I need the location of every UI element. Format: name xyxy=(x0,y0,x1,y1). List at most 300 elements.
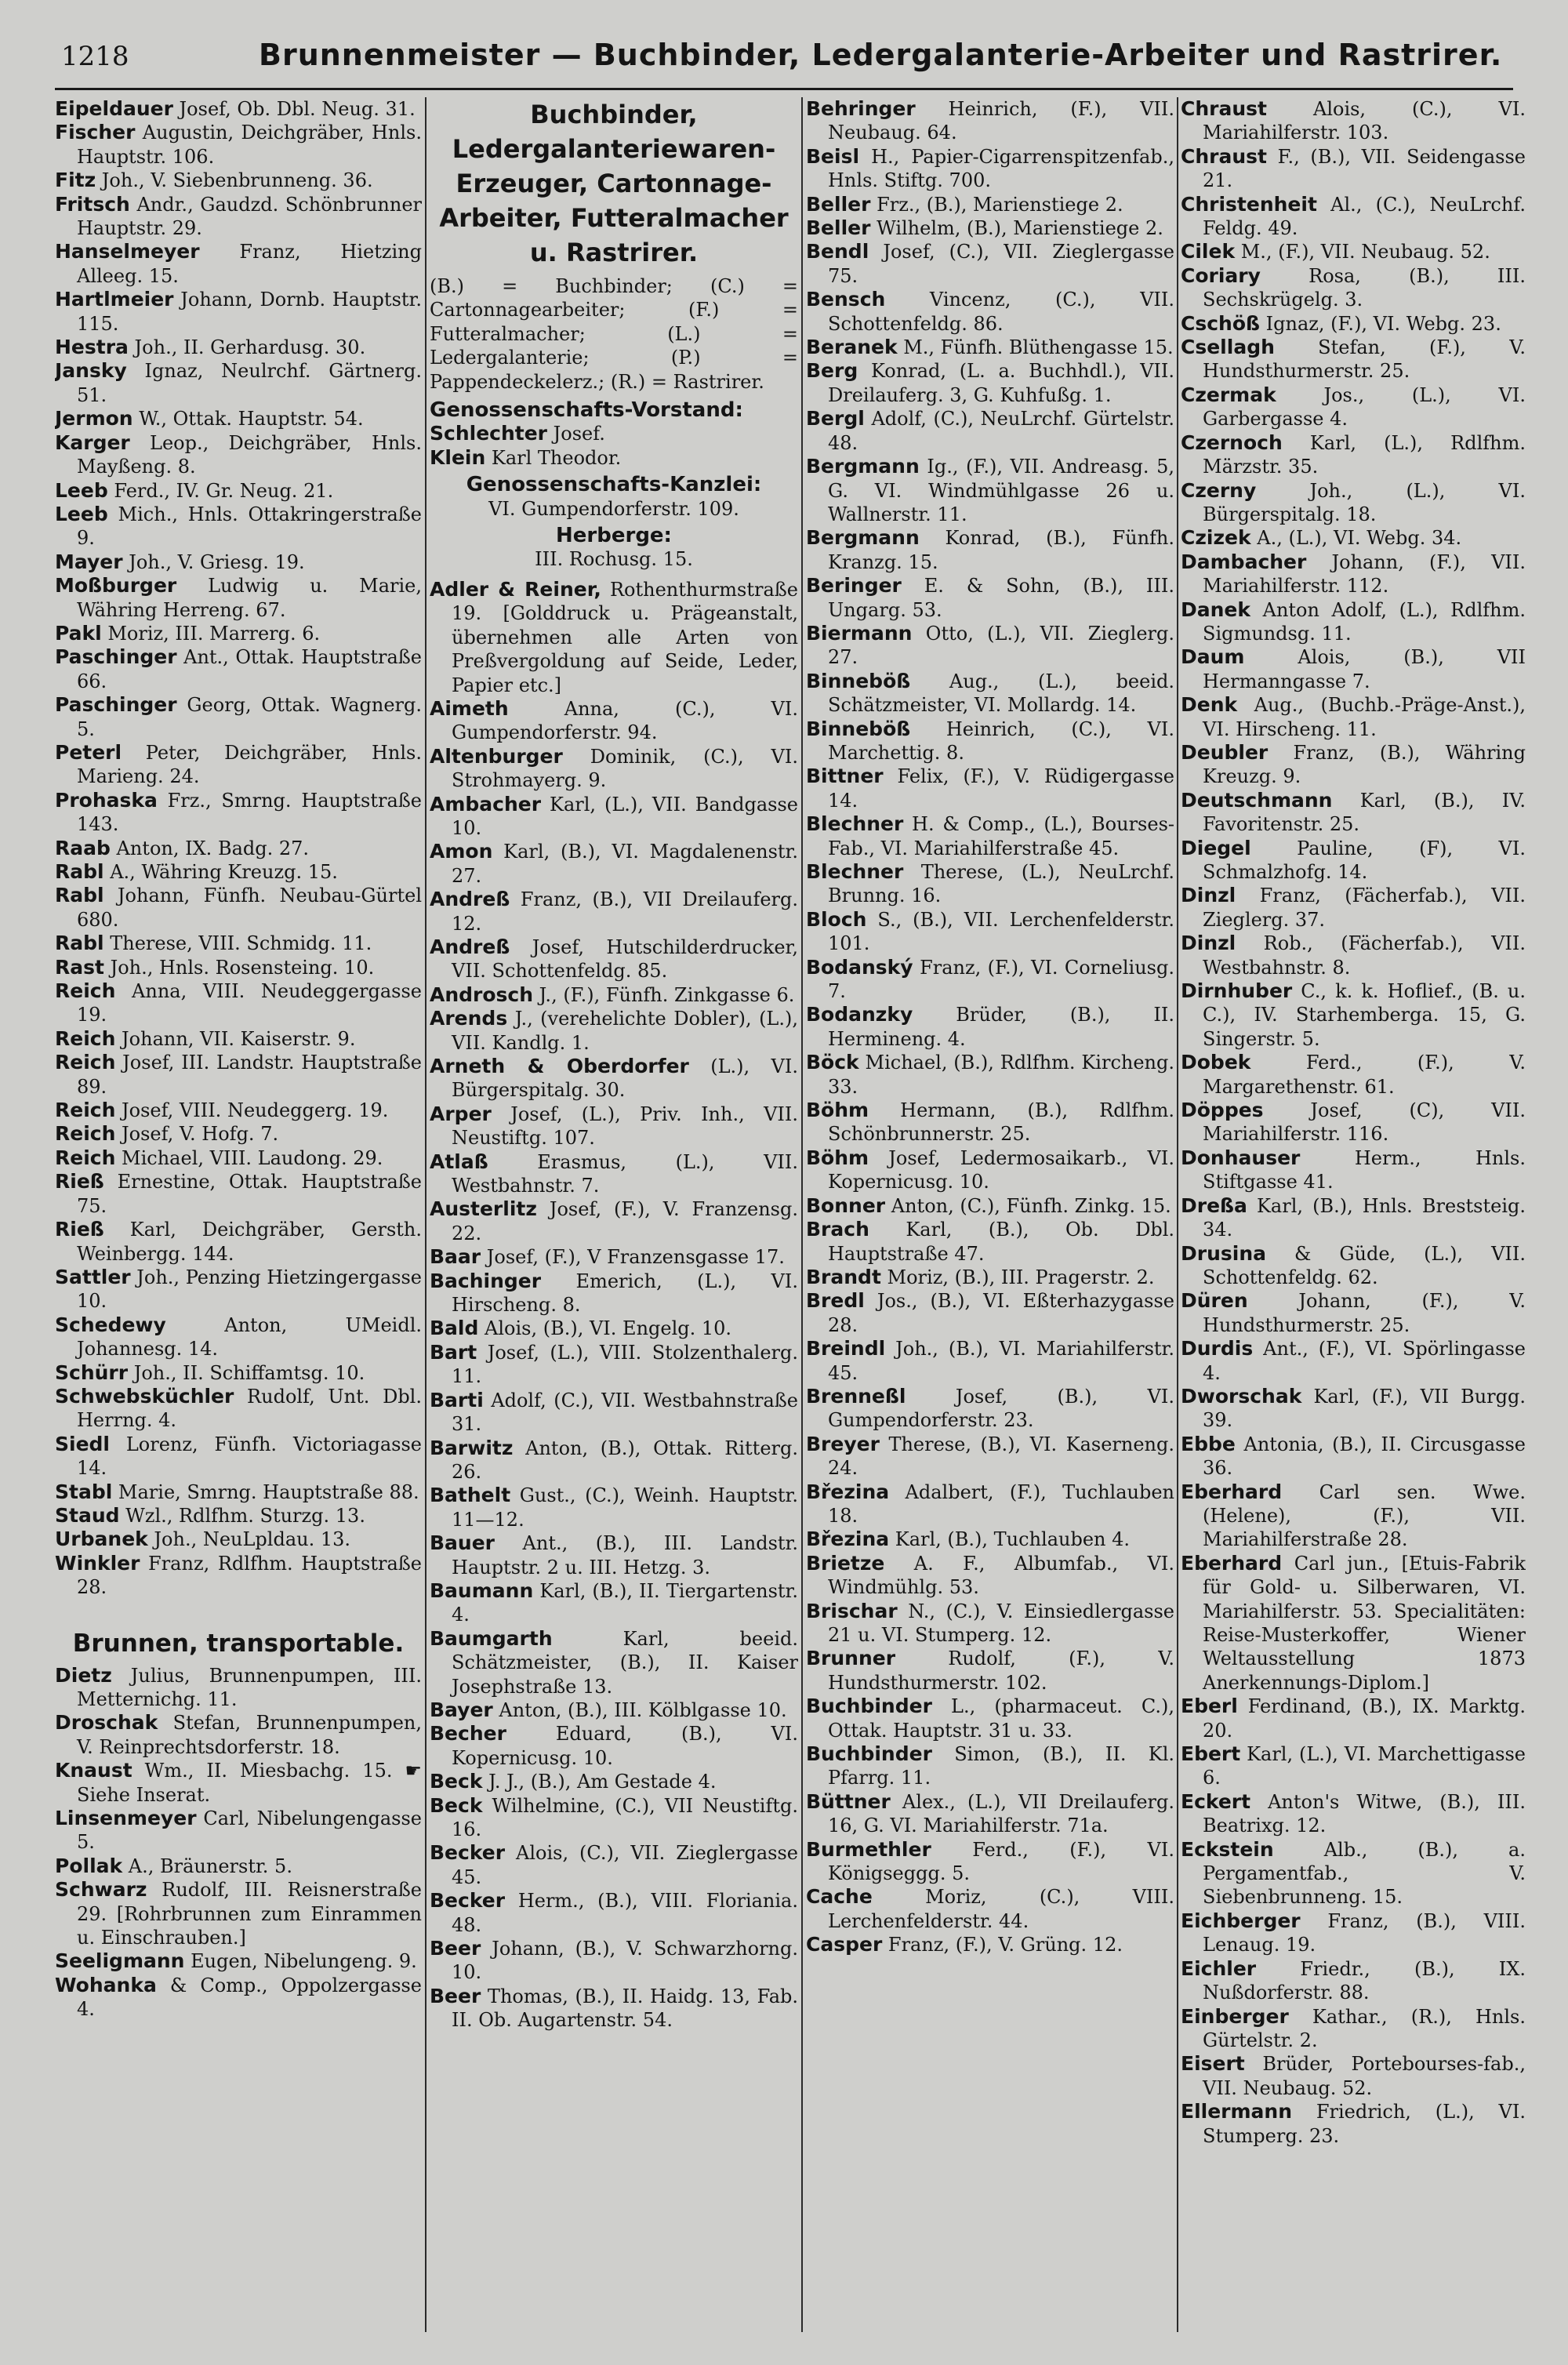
entry-details: Johann, Fünfh. Neubau-Gürtel 680. xyxy=(77,885,422,931)
directory-entry xyxy=(55,550,422,574)
entry-name: Winkler xyxy=(55,1551,140,1575)
entry-name: Bathelt xyxy=(430,1484,511,1507)
directory-entry xyxy=(430,1197,798,1245)
directory-entry xyxy=(806,574,1174,622)
entry-details: Ant., (F.), VI. Spörlingasse 4. xyxy=(1203,1338,1526,1384)
entry-details: M., Fünfh. Blüthengasse 15. xyxy=(897,336,1174,359)
directory-entry xyxy=(1181,1433,1526,1480)
directory-entry xyxy=(1181,1790,1526,1838)
entry-details: L., (pharmaceut. C.), Ottak. Hauptstr. 31 u. 33. xyxy=(828,1695,1174,1742)
entry-details: Brüder, Portebourses-fab., VII. Neubaug. 52. xyxy=(1203,2053,1526,2099)
directory-entry xyxy=(55,1528,422,1551)
entry-details: Ferd., (F.), VI. Königseggg. 5. xyxy=(828,1838,1174,1885)
directory-entry xyxy=(806,670,1174,717)
entry-details: Joh., V. Griesg. 19. xyxy=(122,550,305,573)
entry-details: Al., (C.), NeuLrchf. Feldg. 49. xyxy=(1203,193,1526,240)
entry-name: Bonner xyxy=(806,1193,886,1217)
entry-details: Ferdinand, (B.), IX. Marktg. 20. xyxy=(1203,1695,1526,1742)
directory-entry xyxy=(55,407,422,430)
entry-details: Moriz, (C.), VIII. Lerchenfelderstr. 44. xyxy=(828,1886,1174,1932)
entry-name: Beranek xyxy=(806,336,898,359)
directory-entry xyxy=(1181,1337,1526,1385)
entry-details: Anna, (C.), VI. Gumpendorferstr. 94. xyxy=(452,697,798,744)
directory-entry xyxy=(430,1245,798,1269)
directory-entry xyxy=(806,407,1174,455)
entry-name: Breyer xyxy=(806,1432,880,1455)
entry-name: Bendl xyxy=(806,240,869,263)
entry-name: Schwebsküchler xyxy=(55,1384,234,1408)
entry-details: Stefan, (F.), V. Hundsthurmerstr. 25. xyxy=(1203,336,1526,383)
directory-entry xyxy=(1181,479,1526,527)
directory-entry xyxy=(1181,1909,1526,1957)
directory-entry xyxy=(806,717,1174,765)
directory-entry xyxy=(806,812,1174,860)
directory-entry xyxy=(430,1270,798,1317)
directory-entry xyxy=(1181,1742,1526,1790)
directory-entry xyxy=(1181,193,1526,241)
directory-entry xyxy=(55,860,422,884)
entry-details: Franz, (Fächerfab.), VII. Zieglerg. 37. xyxy=(1203,885,1526,931)
entry-details: Eugen, Nibelungeng. 9. xyxy=(184,1950,417,1973)
entry-name: Binneböß xyxy=(806,717,911,740)
entry-details: C., k. k. Hoflief., (B. u. C.), IV. Starhemberga. 15, G. Singerstr. 5. xyxy=(1203,980,1526,1050)
entry-name: Arneth & Oberdorfer xyxy=(430,1055,689,1077)
directory-entry xyxy=(430,1794,798,1842)
entry-name: Klein xyxy=(430,445,486,469)
entry-details: Karl, (B.), Hnls. Breststeig. 34. xyxy=(1203,1194,1526,1241)
entry-details: Anton, (B.), III. Kölblgasse 10. xyxy=(492,1698,787,1721)
directory-entry xyxy=(55,503,422,550)
entry-name: Schedewy xyxy=(55,1313,166,1336)
entry-name: Adler & Reiner, xyxy=(430,577,601,601)
entry-name: Beller xyxy=(806,216,871,240)
entry-details: Herm., (B.), VIII. Floriania. 48. xyxy=(452,1890,798,1936)
directory-entry xyxy=(55,1855,422,1878)
directory-entry xyxy=(1181,2005,1526,2053)
entry-details: Konrad, (B.), Fünfh. Kranzg. 15. xyxy=(828,527,1174,573)
entry-name: Brach xyxy=(806,1218,869,1241)
entry-details: Mich., Hnls. Ottakringerstraße 9. xyxy=(77,503,422,550)
kanzlei-address: VI. Gumpendorferstr. 109. xyxy=(488,497,739,520)
entry-name: Becker xyxy=(430,1841,506,1865)
directory-entry xyxy=(1181,97,1526,145)
directory-entry xyxy=(55,1385,422,1433)
entry-name: Reich xyxy=(55,1099,116,1122)
directory-entry xyxy=(430,1103,798,1150)
entry-name: Eipeldauer xyxy=(55,97,173,120)
entry-details: Josef, (F.), V Franzensgasse 17. xyxy=(481,1246,785,1269)
entry-name: Wohanka xyxy=(55,1973,157,1996)
entry-name: Rabl xyxy=(55,932,104,955)
entry-details: Carl sen. Wwe. (Helene), (F.), VII. Mariahilferstraße 28. xyxy=(1203,1480,1526,1551)
directory-entry xyxy=(1181,932,1526,979)
directory-entry xyxy=(806,1433,1174,1480)
running-head: Brunnenmeister — Buchbinder, Ledergalanterie-Arbeiter und Rastrirer. xyxy=(259,38,1503,72)
entry-details: Antonia, (B.), II. Circusgasse 36. xyxy=(1203,1433,1526,1480)
entry-name: Büttner xyxy=(806,1789,891,1813)
entry-details: Josef, Ledermosaikarb., VI. Kopernicusg. 10. xyxy=(828,1146,1174,1193)
entry-name: Urbanek xyxy=(55,1528,148,1551)
entry-name: Dietz xyxy=(55,1663,112,1687)
entry-details: Karl Theodor. xyxy=(485,446,622,469)
herberge-label: Herberge: xyxy=(556,524,672,548)
directory-entry xyxy=(806,1552,1174,1600)
entry-name: Buchbinder xyxy=(806,1695,932,1718)
directory-entry xyxy=(430,422,798,445)
directory-entry xyxy=(55,121,422,169)
entry-name: Beringer xyxy=(806,574,902,598)
entry-details: Simon, (B.), II. Kl. Pfarrg. 11. xyxy=(828,1743,1174,1789)
entry-name: Eberhard xyxy=(1181,1480,1283,1503)
entry-details: N., (C.), V. Einsiedlergasse 21 u. VI. Stumperg. 12. xyxy=(828,1600,1174,1646)
entry-name: Biermann xyxy=(806,621,913,645)
entry-details: Lorenz, Fünfh. Victoriagasse 14. xyxy=(77,1433,422,1480)
entry-details: Joh., (B.), VI. Mariahilferstr. 45. xyxy=(828,1338,1174,1384)
entry-name: Reich xyxy=(55,979,116,1003)
entry-details: Brüder, (B.), II. Hermineng. 4. xyxy=(828,1004,1174,1050)
entry-name: Becker xyxy=(430,1889,506,1913)
entry-name: Burmethler xyxy=(806,1837,931,1861)
header-rule xyxy=(55,88,1513,90)
directory-entry xyxy=(806,1099,1174,1146)
abbreviation-legend: (B.) = Buchbinder; (C.) = Cartonnagearbeiter; (F.) = Futteralmacher; (L.) = Ledergalanterie; (P.) = Pappendeckelerz.; (R.) = Rastrirer. xyxy=(430,275,798,393)
entry-name: Cschöß xyxy=(1181,311,1261,335)
directory-entry xyxy=(55,479,422,503)
entry-name: Eberl xyxy=(1181,1695,1238,1718)
column-divider xyxy=(425,97,426,2332)
page-header xyxy=(47,35,1521,82)
entry-name: Jermon xyxy=(55,407,133,430)
entry-details: Karl, (B.), Tuchlauben 4. xyxy=(889,1528,1131,1551)
directory-entry xyxy=(806,216,1174,240)
directory-entry xyxy=(1181,693,1526,741)
entry-name: Rieß xyxy=(55,1218,104,1241)
directory-entry xyxy=(806,1695,1174,1742)
entry-details: Hermann, (B.), Rdlfhm. Schönbrunnerstr. 25. xyxy=(828,1099,1174,1146)
directory-entry xyxy=(806,908,1174,956)
directory-entry xyxy=(430,1055,798,1103)
directory-entry xyxy=(430,697,798,745)
entry-name: Androsch xyxy=(430,983,534,1006)
directory-entry xyxy=(55,979,422,1027)
entry-name: Andreß xyxy=(430,888,510,911)
directory-entry xyxy=(55,1552,422,1600)
directory-entry xyxy=(55,97,422,121)
entry-name: Schlechter xyxy=(430,422,547,445)
entry-details: Erasmus, (L.), VII. Westbahnstr. 7. xyxy=(452,1150,798,1197)
entry-name: Brenneßl xyxy=(806,1384,906,1408)
entry-details: Heinrich, (F.), VII. Neubaug. 64. xyxy=(828,98,1174,144)
entry-name: Reich xyxy=(55,1051,116,1074)
entry-details: Therese, VIII. Schmidg. 11. xyxy=(103,932,372,955)
entry-details: Rudolf, III. Reisnerstraße 29. [Rohrbrunnen zum Einrammen u. Einschrauben.] xyxy=(77,1879,422,1949)
entry-details: Karl, Deichgräber, Gersth. Weinbergg. 144. xyxy=(77,1219,422,1265)
entry-name: Beck xyxy=(430,1793,483,1817)
entry-name: Ebert xyxy=(1181,1742,1241,1766)
entry-name: Březina xyxy=(806,1528,890,1551)
entry-name: Czizek xyxy=(1181,526,1251,550)
entry-details: Rothenthurmstraße 19. [Golddruck u. Prägeanstalt, übernehmen alle Arten von Preßvergoldung auf Seide, Leder, Papier etc.] xyxy=(452,578,798,696)
entry-details: S., (B.), VII. Lerchenfelderstr. 101. xyxy=(828,908,1174,955)
entry-name: Breindl xyxy=(806,1337,886,1361)
directory-entry xyxy=(1181,550,1526,598)
entry-name: Berg xyxy=(806,359,858,383)
entry-name: Bauer xyxy=(430,1531,495,1555)
directory-entry xyxy=(1181,2100,1526,2148)
directory-entry xyxy=(55,431,422,479)
entry-name: Bergl xyxy=(806,407,865,430)
entry-name: Ambacher xyxy=(430,792,542,816)
entry-name: Hartlmeier xyxy=(55,288,174,311)
directory-entry xyxy=(806,1194,1174,1218)
entry-details: Herm., Hnls. Stiftgasse 41. xyxy=(1203,1146,1526,1193)
entry-details: Anton, IX. Badg. 27. xyxy=(110,837,310,859)
entry-details: Rudolf, Unt. Dbl. Herrng. 4. xyxy=(77,1385,422,1432)
entry-name: Beck xyxy=(430,1770,483,1793)
entry-details: Friedrich, (L.), VI. Stumperg. 23. xyxy=(1203,2101,1526,2147)
entry-details: & Güde, (L.), VII. Schottenfeldg. 62. xyxy=(1203,1242,1526,1288)
directory-entry xyxy=(1181,1194,1526,1242)
entry-details: Otto, (L.), VII. Zieglerg. 27. xyxy=(828,622,1174,669)
entry-details: Ferd., IV. Gr. Neug. 21. xyxy=(107,479,334,502)
entry-details: Andr., Gaudzd. Schönbrunner Hauptstr. 29. xyxy=(77,193,422,240)
directory-entry xyxy=(1181,645,1526,693)
entry-details: Franz, Rdlfhm. Hauptstraße 28. xyxy=(77,1552,422,1599)
entry-name: Binneböß xyxy=(806,669,911,692)
entry-name: Eichberger xyxy=(1181,1909,1301,1932)
entry-name: Pakl xyxy=(55,621,102,645)
entry-name: Paschinger xyxy=(55,645,177,669)
entry-name: Drusina xyxy=(1181,1241,1266,1265)
directory-entry xyxy=(430,1531,798,1579)
entry-name: Altenburger xyxy=(430,744,563,768)
entry-name: Deubler xyxy=(1181,740,1269,764)
directory-entry xyxy=(806,1266,1174,1289)
directory-entry xyxy=(1181,264,1526,312)
entry-name: Fischer xyxy=(55,121,136,144)
entry-name: Einberger xyxy=(1181,2004,1289,2028)
directory-entry xyxy=(806,1385,1174,1433)
directory-entry xyxy=(430,578,798,697)
entry-details: Leop., Deichgräber, Hnls. Mayßeng. 8. xyxy=(77,431,422,478)
vorstand-label: Genossenschafts-Vorstand: xyxy=(430,398,743,423)
directory-entry xyxy=(55,1480,422,1504)
entry-name: Prohaska xyxy=(55,788,158,812)
entry-details: Joh., V. Siebenbrunneng. 36. xyxy=(96,169,373,192)
directory-entry xyxy=(1181,1051,1526,1099)
entry-details: Anton, (B.), Ottak. Ritterg. 26. xyxy=(452,1437,798,1483)
entry-name: Bensch xyxy=(806,288,886,311)
directory-entry xyxy=(55,884,422,932)
directory-entry xyxy=(430,1150,798,1198)
directory-entry xyxy=(55,1146,422,1170)
entry-details: Thomas, (B.), II. Haidg. 13, Fab. II. Ob. Augartenstr. 54. xyxy=(452,1985,798,2032)
directory-entry xyxy=(1181,1695,1526,1742)
directory-entry xyxy=(1181,383,1526,431)
entry-name: Böhm xyxy=(806,1146,869,1169)
directory-entry xyxy=(55,1266,422,1313)
entry-name: Chraust xyxy=(1181,97,1267,120)
entry-details: Johann, (B.), V. Schwarzhorng. 10. xyxy=(452,1938,798,1984)
entry-details: Joh., (L.), VI. Bürgerspitalg. 18. xyxy=(1203,479,1526,525)
entry-name: Becher xyxy=(430,1722,506,1746)
entry-name: Behringer xyxy=(806,97,916,120)
entry-name: Rabl xyxy=(55,884,104,907)
entry-details: Karl, (B.), IV. Favoritenstr. 25. xyxy=(1203,789,1526,836)
entry-name: Arends xyxy=(430,1007,508,1030)
entry-name: Eckert xyxy=(1181,1789,1251,1813)
entry-details: Wilhelm, (B.), Marienstiege 2. xyxy=(870,217,1163,240)
directory-entry xyxy=(806,1790,1174,1838)
entry-details: Franz, Hietzing Alleeg. 15. xyxy=(77,241,422,287)
entry-name: Baumann xyxy=(430,1578,534,1602)
entry-name: Bloch xyxy=(806,907,867,931)
entry-name: Reich xyxy=(55,1122,116,1146)
directory-entry xyxy=(1181,1242,1526,1290)
directory-entry xyxy=(1181,240,1526,263)
entry-details: Karl, (L.), VI. Marchettigasse 6. xyxy=(1203,1743,1526,1789)
directory-entry xyxy=(55,169,422,192)
entry-name: Březina xyxy=(806,1480,890,1503)
entry-details: Friedr., (B.), IX. Nußdorferstr. 88. xyxy=(1203,1957,1526,2004)
entry-details: Michael, (B.), Rdlfhm. Kircheng. 33. xyxy=(828,1052,1174,1098)
entry-details: Ignaz, (F.), VI. Webg. 23. xyxy=(1260,312,1501,335)
entry-details: Karl, beeid. Schätzmeister, (B.), II. Kaiser Josephstraße 13. xyxy=(452,1627,798,1698)
directory-entry xyxy=(55,693,422,741)
directory-entry xyxy=(55,645,422,693)
directory-entry xyxy=(55,193,422,241)
directory-entry xyxy=(55,741,422,789)
entry-name: Durdis xyxy=(1181,1337,1254,1361)
entry-details: Marie, Smrng. Hauptstraße 88. xyxy=(112,1480,419,1503)
entry-name: Reich xyxy=(55,1026,116,1050)
directory-entry xyxy=(430,1389,798,1437)
entry-details: Josef, Hutschilderdrucker, VII. Schottenfeldg. 85. xyxy=(452,935,798,983)
directory-entry xyxy=(55,1974,422,2022)
entry-name: Bachinger xyxy=(430,1269,542,1292)
directory-entry xyxy=(430,935,798,983)
entry-name: Barwitz xyxy=(430,1436,514,1459)
directory-entry xyxy=(55,574,422,622)
entry-details: Moriz, III. Marrerg. 6. xyxy=(101,622,321,645)
directory-entry xyxy=(1181,1146,1526,1194)
directory-entry xyxy=(806,1289,1174,1337)
entry-details: Josef, Ob. Dbl. Neug. 31. xyxy=(172,98,416,120)
entry-name: Droschak xyxy=(55,1711,158,1735)
entry-details: J., (verehelichte Dobler), (L.), VII. Kandlg. 1. xyxy=(452,1008,798,1054)
entry-details: Adalbert, (F.), Tuchlauben 18. xyxy=(828,1480,1174,1527)
directory-entry xyxy=(55,622,422,645)
entry-name: Coriary xyxy=(1181,263,1261,287)
directory-entry xyxy=(55,1099,422,1122)
entry-details: Josef, VIII. Neudeggerg. 19. xyxy=(115,1099,389,1122)
directory-entry xyxy=(55,1361,422,1385)
entry-details: Karl, (L.), Rdlfhm. Märzstr. 35. xyxy=(1203,431,1526,478)
entry-name: Leeb xyxy=(55,478,108,502)
directory-entry xyxy=(55,1433,422,1480)
entry-details: H., Papier-Cigarrenspitzenfab., Hnls. Stiftg. 700. xyxy=(828,145,1174,192)
directory-entry xyxy=(430,1698,798,1722)
entry-name: Denk xyxy=(1181,693,1238,717)
directory-entry xyxy=(55,1664,422,1712)
entry-name: Fritsch xyxy=(55,192,130,216)
directory-entry xyxy=(430,745,798,793)
entry-name: Böck xyxy=(806,1051,859,1074)
directory-entry xyxy=(1181,336,1526,383)
entry-name: Bayer xyxy=(430,1698,493,1721)
directory-entry xyxy=(430,888,798,935)
entry-details: Josef. xyxy=(547,423,605,445)
entry-details: Anton, (C.), Fünfh. Zinkg. 15. xyxy=(885,1194,1171,1217)
entry-name: Buchbinder xyxy=(806,1742,932,1766)
entry-name: Casper xyxy=(806,1933,883,1956)
entry-name: Bergmann xyxy=(806,526,920,550)
entry-details: F., (B.), VII. Seidengasse 21. xyxy=(1203,145,1526,192)
entry-details: J., (F.), Fünfh. Zinkgasse 6. xyxy=(533,983,795,1006)
directory-entry xyxy=(430,1437,798,1484)
entry-details: Josef, V. Hofg. 7. xyxy=(115,1123,279,1146)
entry-details: Rob., (Fächerfab.), VII. Westbahnstr. 8. xyxy=(1203,932,1526,979)
directory-entry xyxy=(55,956,422,979)
entry-details: Wm., II. Miesbachg. 15. ☛ Siehe Inserat. xyxy=(77,1760,422,1806)
directory-entry xyxy=(1181,598,1526,646)
column-2 xyxy=(430,97,798,2340)
entry-details: Johann, (F.), V. Hundsthurmerstr. 25. xyxy=(1203,1290,1526,1336)
entry-name: Amon xyxy=(430,840,493,863)
entry-name: Bodanzky xyxy=(806,1003,913,1026)
directory-entry xyxy=(1181,837,1526,885)
directory-entry xyxy=(55,288,422,336)
entry-details: Karl, (B.), VI. Magdalenenstr. 27. xyxy=(452,841,798,887)
entry-name: Knaust xyxy=(55,1759,132,1782)
entry-details: Rosa, (B.), III. Sechskrügelg. 3. xyxy=(1203,264,1526,311)
directory-entry xyxy=(55,1027,422,1051)
entry-list xyxy=(1181,97,1526,2148)
entry-name: Donhauser xyxy=(1181,1146,1301,1169)
entry-details: Heinrich, (C.), VI. Marchettig. 8. xyxy=(828,717,1174,764)
directory-entry xyxy=(430,1579,798,1627)
directory-entry xyxy=(806,1600,1174,1648)
entry-name: Chraust xyxy=(1181,144,1267,168)
entry-details: Julius, Brunnenpumpen, III. Metternichg. 11. xyxy=(77,1664,422,1710)
entry-name: Eberhard xyxy=(1181,1551,1283,1575)
entry-name: Bittner xyxy=(806,765,884,788)
entry-details: Aug., (Buchb.-Präge-Anst.), VI. Hirscheng. 11. xyxy=(1203,694,1526,740)
entry-name: Bart xyxy=(430,1340,477,1364)
entry-name: Döppes xyxy=(1181,1099,1264,1122)
entry-details: Carl jun., [Etuis-Fabrik für Gold- u. Silberwaren, VI. Mariahilferstr. 53. Specialitäten: Reise-Musterkoffer, Wiener Weltausstellung 1873 Anerkennungs-Diplom.] xyxy=(1203,1552,1526,1694)
directory-entry xyxy=(1181,884,1526,932)
directory-entry xyxy=(1181,312,1526,336)
entry-details: Anna, VIII. Neudeggergasse 19. xyxy=(77,980,422,1026)
entry-details: Gust., (C.), Weinh. Hauptstr. 11—12. xyxy=(452,1484,798,1531)
entry-details: Ant., Ottak. Hauptstraße 66. xyxy=(77,646,422,692)
entry-name: Aimeth xyxy=(430,696,509,720)
directory-entry xyxy=(806,956,1174,1004)
entry-details: Johann, (F.), VII. Mariahilferstr. 112. xyxy=(1203,550,1526,598)
directory-entry xyxy=(806,765,1174,812)
directory-entry xyxy=(1181,1099,1526,1146)
entry-name: Schwarz xyxy=(55,1878,147,1902)
entry-details: Emerich, (L.), VI. Hirscheng. 8. xyxy=(452,1270,798,1317)
entry-details: Ignaz, Neulrchf. Gärtnerg. 51. xyxy=(77,360,422,406)
directory-entry xyxy=(55,932,422,955)
kanzlei-label: Genossenschafts-Kanzlei: xyxy=(466,473,762,497)
directory-entry xyxy=(55,1504,422,1528)
entry-details: Pauline, (F), VI. Schmalzhofg. 14. xyxy=(1203,837,1526,883)
directory-entry xyxy=(430,1841,798,1889)
entry-details: Aug., (L.), beeid. Schätzmeister, VI. Mollardg. 14. xyxy=(828,670,1174,717)
